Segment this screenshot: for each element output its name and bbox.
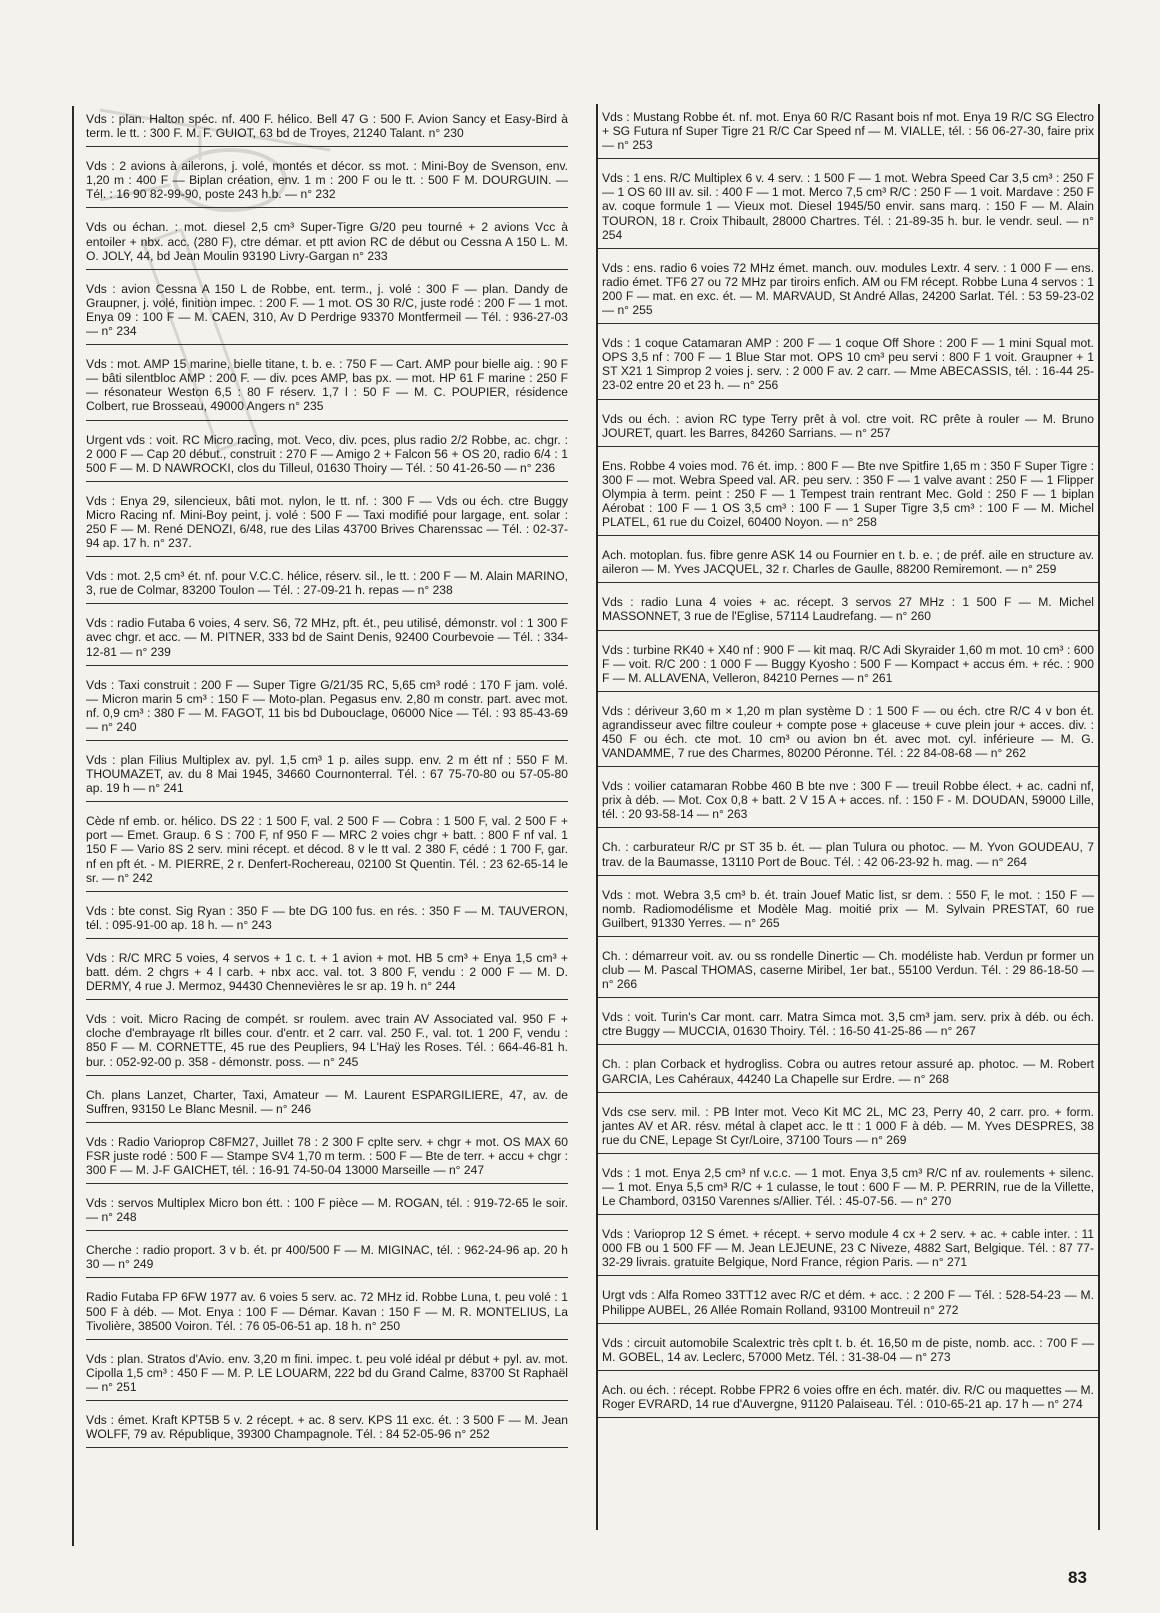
- classified-ad-text: Vds : mot. Webra 3,5 cm³ b. ét. train Jouef Matic list, sr dem. : 550 F, le mot. : 150 F — nomb. Radiomodélisme et Modèle Mag. moitié prix — M. Sylvain PRESTAT, 60 rue Guilbert, 91330 Yerres. — n° 265: [602, 887, 1094, 930]
- classified-ad: [598, 1051, 1098, 1092]
- classified-ad-text: Vds cse serv. mil. : PB Inter mot. Veco Kit MC 2L, MC 23, Perry 40, 2 carr. pro. + form. jantes AV et AR. résv. métal à clapet acc. le tt : 1 000 F à déb. — M. Yves DESPRES, 38 rue du CNE, Lepage St Cyr/Loire, 37100 Tours — n° 269: [602, 1104, 1094, 1147]
- classified-ad: [86, 808, 568, 891]
- classified-ad: [598, 773, 1098, 828]
- classified-ad-text: Vds : avion Cessna A 150 L de Robbe, ent. term., j. volé : 300 F — plan. Dandy de Graupner, j. volé, finition impec. : 200 F. — 1 mot. OS 30 R/C, juste rodé : 200 F — 1 mot. Enya 09 : 100 F — M. CAEN, 310, Av D Perdrige 93370 Montfermeil — Tél. : 936-27-03 — n° 234: [86, 281, 568, 339]
- classified-ad-text: Ach. motoplan. fus. fibre genre ASK 14 ou Fournier en t. b. e. ; de préf. aile en structure av. aileron — M. Yves JACQUEL, 32 r. Charles de Gaulle, 88200 Remiremont. — n° 259: [602, 548, 1094, 577]
- classified-ad-text: Vds : R/C MRC 5 voies, 4 servos + 1 c. t. + 1 avion + mot. HB 5 cm³ + Enya 1,5 cm³ + batt. dém. 2 chgrs + 4 l carb. + nbx acc. val. tot. 3 800 F, vendu : 2 000 F — M. D. DERMY, 4 rue J. Mermoz, 94430 Chennevières le sr ap. 19 h. n° 244: [86, 950, 568, 994]
- classified-ad: [86, 427, 568, 482]
- classified-ad-text: Vds : Varioprop 12 S émet. + récept. + servo module 4 cx + 2 serv. + ac. + cable inter. : 11 000 FB ou 1 500 FF — M. Jean LEJEUNE, 23 C Niveze, 4882 Sart, Belgique. Tél. : 87 77-32-29 livrais. gratuite Belgique, Nord France, région Paris. — n° 271: [602, 1227, 1094, 1270]
- classified-ad: [86, 106, 568, 147]
- classified-ad-text: Vds : turbine RK40 + X40 nf : 900 F — kit maq. R/C Adi Skyraider 1,60 m mot. 10 cm³ : 600 F — voit. R/C 200 : 1 000 F — Buggy Kyosho : 500 F — Kompact + accus ém. + réc. : 900 F — M. ALLAVENA, Velleron, 84210 Pernes — n° 261: [602, 642, 1094, 685]
- classified-ad-text: Ch. : démarreur voit. av. ou ss rondelle Dinertic — Ch. modéliste hab. Verdun pr former un club — M. Pascal THOMAS, caserne Miribel, 1er bat., 55100 Verdun. Tél. : 29 86-18-50 — n° 266: [602, 948, 1094, 992]
- classified-ad-text: Vds : ens. radio 6 voies 72 MHz émet. manch. ouv. modules Lextr. 4 serv. : 1 000 F — ens. radio émet. TF6 27 ou 72 MHz par tiroirs enfich. AM ou FM récept. Robbe Luna 4 servos : 1 200 F — mat. en exc. ét. — M. MARVAUD, St André Allas, 24200 Sarlat. Tél. : 53 59-23-02 — n° 255: [602, 260, 1094, 318]
- classified-ad-text: Vds : Taxi construit : 200 F — Super Tigre G/21/35 RC, 5,65 cm³ rodé : 170 F jam. volé. — Micron marin 5 cm³ : 150 F — Moto-plan. Pegasus env. 2,80 m constr. part. avec mot. nf. 0,9 cm³ : 380 F — M. FAGOT, 11 bis bd Dubouclage, 06000 Nice — Tél. : 93 85-43-69 — n° 240: [86, 677, 568, 734]
- classified-ad-text: Ens. Robbe 4 voies mod. 76 ét. imp. : 800 F — Bte nve Spitfire 1,65 m : 350 F Super Tigre : 300 F — mot. Webra Speed val. AR. peu serv. : 350 F — 1 valve avant : 250 F — 1 Flipper Olympia à term. peint : 250 F — 1 Tempest train rentrant Mec. Gold : 250 F — 1 biplan Aérobat : 100 F — 1 OS 3,5 cm³ : 100 F — 1 Super Tigre 3,5 cm³ : 100 F — M. Michel PLATEL, 61 rue du Coizel, 60400 Noyon. — n° 258: [602, 458, 1094, 530]
- classified-ad-text: Vds : plan. Halton spéc. nf. 400 F. hélico. Bell 47 G : 500 F. Avion Sancy et Easy-Bird à term. le tt. : 300 F. M. F. GUIOT, 63 bd de Troyes, 21240 Talant. n° 230: [86, 112, 568, 141]
- right-column-ads: [598, 104, 1098, 1418]
- classified-ad: [86, 1284, 568, 1339]
- classified-ad-text: Vds : voilier catamaran Robbe 460 B bte nve : 300 F — treuil Robbe élect. + ac. cadni nf, prix à déb. — Mot. Cox 0,8 + batt. 2 V 15 A + acces. nf. : 150 F - M. DOUDAN, 59000 Lille, tél. : 20 93-58-14 — n° 263: [602, 779, 1094, 822]
- classified-ad-text: Vds : Mustang Robbe ét. nf. mot. Enya 60 R/C Rasant bois nf mot. Enya 19 R/C SG Electro + SG Futura nf Super Tigre 21 R/C Car Speed nf — M. VIALLE, tél. : 56 06-27-30, faire prix — n° 253: [602, 110, 1094, 153]
- classified-ad-text: Vds : radio Futaba 6 voies, 4 serv. S6, 72 MHz, pft. ét., peu utilisé, démonstr. vol : 1 300 F avec chgr. et acc. — M. PITNER, 333 bd de Saint Denis, 92400 Courbevoie — Tél. : 334-12-81 — n° 239: [86, 616, 568, 659]
- right-column: [596, 104, 1100, 1530]
- classified-ad: [598, 165, 1098, 248]
- classified-ad-text: Vds : 1 coque Catamaran AMP : 200 F — 1 coque Off Shore : 200 F — 1 mini Squal mot. OPS 3,5 nf : 700 F — 1 Blue Star mot. OPS 10 cm³ peu servi : 800 F 1 voit. Graupner + 1 ST X21 1 Simprop 2 voies j. serv. : 2 000 F av. 2 carr. — Mme ABECASSIS, tél. : 16-44 25-23-02 entre 20 et 23 h. — n° 256: [602, 336, 1094, 393]
- classified-ad: [86, 945, 568, 1000]
- classified-ad-text: Ch. : plan Corback et hydrogliss. Cobra ou autres retour assuré ap. photoc. — M. Robert GARCIA, Les Cahéraux, 44240 La Chapelle sur Erdre. — n° 268: [602, 1057, 1094, 1086]
- classified-ad-text: Vds : radio Luna 4 voies + ac. récept. 3 servos 27 MHz : 1 500 F — M. Michel MASSONNET, 3 rue de l'Eglise, 57114 Laudrefang. — n° 260: [602, 595, 1094, 624]
- classified-ad-text: Vds : plan Filius Multiplex av. pyl. 1,5 cm³ 1 p. ailes supp. env. 2 m étt nf : 550 F M. THOUMAZET, av. du 8 Mai 1945, 34660 Cournonterral. Tél. : 67 75-70-80 ou 57-05-80 ap. 19 h — n° 241: [86, 753, 568, 796]
- classified-ad: [598, 1004, 1098, 1045]
- classified-ad: [598, 1330, 1098, 1371]
- classified-ad: [598, 637, 1098, 692]
- classified-ad: [86, 1237, 568, 1278]
- classified-ad: [598, 330, 1098, 399]
- classified-ad: [598, 406, 1098, 447]
- classified-ad-text: Vds : circuit automobile Scalextric très cplt t. b. ét. 16,50 m de piste, nomb. acc. : 700 F — M. GOBEL, 14 av. Leclerc, 57000 Metz. Tél. : 31-38-04 — n° 273: [602, 1335, 1094, 1364]
- classified-ad: [598, 255, 1098, 324]
- classified-ad: [598, 589, 1098, 630]
- classified-ad: [598, 453, 1098, 536]
- classified-ad: [86, 1082, 568, 1123]
- classified-ad: [86, 672, 568, 741]
- classified-ad: [86, 1006, 568, 1075]
- classified-ad-text: Ch. plans Lanzet, Charter, Taxi, Amateur — M. Laurent ESPARGILIERE, 47, av. de Suffren, 93150 Le Blanc Mesnil. — n° 246: [86, 1087, 568, 1116]
- classified-ad: [86, 351, 568, 420]
- page-number: 83: [1068, 1568, 1087, 1587]
- classified-ad-text: Ch. : carburateur R/C pr ST 35 b. ét. — plan Tulura ou photoc. — M. Yvon GOUDEAU, 7 trav. de la Baumasse, 13110 Port de Bouc. Tél. : 42 06-23-92 h. mag. — n° 264: [602, 840, 1094, 869]
- classified-ad: [86, 1346, 568, 1401]
- classified-ad-text: Vds : voit. Turin's Car mont. carr. Matra Simca mot. 3,5 cm³ jam. serv. prix à déb. ou éch. ctre Buggy — MUCCIA, 01630 Thoiry. Tél. : 16-50 41-25-86 — n° 267: [602, 1010, 1094, 1039]
- classified-ad: [598, 1099, 1098, 1154]
- classified-ad-text: Vds : voit. Micro Racing de compét. sr roulem. avec train AV Associated val. 950 F + cloche d'embrayage rlt billes cour. d'entr. et 2 carr. val. 250 F., val. tot. 1 200 F, vendu : 850 F — M. CORNETTE, 45 rue des Peupliers, 94 L'Haÿ les Roses. Tél. : 664-46-81 h. bur. : 052-92-00 p. 358 - démonstr. poss. — n° 245: [86, 1012, 568, 1069]
- classified-ad: [86, 610, 568, 665]
- classified-ad: [86, 747, 568, 802]
- classified-ad: [86, 1407, 568, 1448]
- classified-ad-text: Vds : plan. Stratos d'Avio. env. 3,20 m fini. impec. t. peu volé idéal pr début + pyl. av. mot. Cipolla 1,5 cm³ : 450 F — M. P. LE LOUARM, 222 bd du Grand Calme, 83700 St Raphaël — n° 251: [86, 1351, 568, 1394]
- left-column: [72, 106, 570, 1546]
- classified-ad-text: Vds : 1 ens. R/C Multiplex 6 v. 4 serv. : 1 500 F — 1 mot. Webra Speed Car 3,5 cm³ : 250 F — 1 OS 60 III av. sil. : 400 F — 1 mot. Merco 7,5 cm³ R/C : 250 F — 1 voit. Mardave : 250 F av. coque formule 1 — Vieux mot. Diesel 1945/50 envir. sans marq. : 150 F — M. Alain TOURON, 18 r. Croix Thibault, 28000 Chartres. Tél. : 21-89-35 h. bur. le vendr. seul. — n° 254: [602, 171, 1094, 242]
- classified-ad: [598, 1160, 1098, 1215]
- classified-ad-text: Cherche : radio proport. 3 v b. ét. pr 400/500 F — M. MIGINAC, tél. : 962-24-96 ap. 20 h 30 — n° 249: [86, 1243, 568, 1272]
- classified-ad: [598, 834, 1098, 875]
- classified-ad: [598, 542, 1098, 583]
- classified-ad: [598, 1282, 1098, 1323]
- classified-ad-text: Urgt vds : Alfa Romeo 33TT12 avec R/C et dém. + acc. : 2 200 F — Tél. : 528-54-23 — M. Philippe AUBEL, 26 Allée Romain Rolland, 93100 Montreuil n° 272: [602, 1288, 1094, 1317]
- classified-ad: [598, 104, 1098, 159]
- classified-ad-text: Vds : émet. Kraft KPT5B 5 v. 2 récept. + ac. 8 serv. KPS 11 exc. ét. : 3 500 F — M. Jean WOLFF, 79 av. République, 39300 Champagnole. Tél. : 84 52-05-96 n° 252: [86, 1413, 568, 1442]
- classified-ad-text: Vds : mot. 2,5 cm³ ét. nf. pour V.C.C. hélice, réserv. sil., le tt. : 200 F — M. Alain MARINO, 3, rue de Colmar, 83200 Toulon — Tél. : 27-09-21 h. repas — n° 238: [86, 569, 568, 598]
- classified-ad-text: Vds : dériveur 3,60 m × 1,20 m plan système D : 1 500 F — ou éch. ctre R/C 4 v bon ét. agrandisseur avec filtre couleur + compte pose + glaceuse + cuve plein jour + acces. div. : 450 F ou éch. cte mot. 10 cm³ ou avion bn ét. avec mot. cyl. inférieure — M. G. VANDAMME, 7 rue des Charmes, 80200 Péronne. Tél. : 22 84-08-68 — n° 262: [602, 703, 1094, 761]
- classified-ad-text: Ach. ou éch. : récept. Robbe FPR2 6 voies offre en éch. matér. div. R/C ou maquettes — M. Roger EVRARD, 14 rue d'Auvergne, 91120 Palaiseau. Tél. : 010-65-21 ap. 17 h — n° 274: [602, 1382, 1094, 1411]
- classified-ad-text: Vds ou échan. : mot. diesel 2,5 cm³ Super-Tigre G/20 peu tourné + 2 avions Vcc à entoiler + nbx. acc. (280 F), ctre démar. et ptt avion RC de début ou Cessna A 150 L. M. O. JOLY, 44, bd Jean Moulin 93190 Livry-Gargan n° 233: [86, 220, 568, 263]
- classified-ad: [598, 1221, 1098, 1276]
- classified-ad-text: Cède nf emb. or. hélico. DS 22 : 1 500 F, val. 2 500 F — Cobra : 1 500 F, val. 2 500 F + port — Emet. Graup. 6 S : 700 F, nf 950 F — MRC 2 voies chgr + batt. : 800 F nf val. 1 150 F — Vario 8S 2 serv. mini récept. et décod. 8 v le tt val. 2 380 F, cédé : 1 700 F, gar. nf en pft ét. - M. PIERRE, 2 r. Denfert-Rochereau, 02100 St Quentin. Tél. : 23 62-65-14 le sr. — n° 242: [86, 814, 568, 885]
- classified-ad-text: Vds : bte const. Sig Ryan : 350 F — bte DG 100 fus. en rés. : 350 F — M. TAUVERON, tél. : 095-91-00 ap. 18 h. — n° 243: [86, 903, 568, 932]
- classified-ad: [86, 898, 568, 939]
- classified-ad-text: Vds : mot. AMP 15 marine, bielle titane, t. b. e. : 750 F — Cart. AMP pour bielle aig. : 90 F — bâti silentbloc AMP : 200 F. — div. pces AMP, bas px. — mot. HP 61 F marine : 250 F — résonateur Weston 6,5 : 80 F réserv. 1,7 l : 50 F — M. C. POUPIER, résidence Colbert, rue Brosseau, 49000 Angers n° 235: [86, 357, 568, 414]
- classified-ad: [86, 563, 568, 604]
- classified-ad-text: Vds : 2 avions à ailerons, j. volé, montés et décor. ss mot. : Mini-Boy de Svenson, env. 1,20 m : 400 F — Biplan création, env. 1 m : 200 F ou le tt. : 500 F M. DOURGUIN. — Tél. : 16 90 82-99-90, poste 243 h.b. — n° 232: [86, 159, 568, 202]
- classified-ad-text: Vds : 1 mot. Enya 2,5 cm³ nf v.c.c. — 1 mot. Enya 3,5 cm³ R/C nf av. roulements + silenc. — 1 mot. Enya 5,5 cm³ R/C + 1 culasse, le tout : 600 F — M. P. PERRIN, rue de la Villette, Le Chambord, 03150 Varennes s/Allier. Tél. : 45-07-56. — n° 270: [602, 1165, 1094, 1209]
- classified-ad: [86, 1129, 568, 1184]
- classified-ad: [598, 882, 1098, 937]
- classified-ad-text: Vds : servos Multiplex Micro bon étt. : 100 F pièce — M. ROGAN, tél. : 919-72-65 le soir. — n° 248: [86, 1196, 568, 1225]
- classified-ad: [598, 943, 1098, 998]
- classified-ad-text: Vds : Enya 29, silencieux, bâti mot. nylon, le tt. nf. : 300 F — Vds ou éch. ctre Buggy Micro Racing nf. Mini-Boy peint, j. volé : 500 F — Taxi modifié pour largage, ent. solar : 250 F — M. René DENOZI, 6/48, rue des Lilas 43700 Brives Charenssac — Tél. : 02-37-94 ap. 17 h. n° 237.: [86, 493, 568, 551]
- classified-ad: [86, 1190, 568, 1231]
- classified-ad: [86, 276, 568, 345]
- classified-ad-text: Urgent vds : voit. RC Micro racing, mot. Veco, div. pces, plus radio 2/2 Robbe, ac. chgr. : 2 000 F — Cap 20 début., construit : 270 F — Amigo 2 + Falcon 56 + OS 20, radio 6/4 : 1 500 F — M. D NAWROCKI, clos du Tilleul, 01630 Thoiry — Tél. : 50 41-26-50 — n° 236: [86, 432, 568, 475]
- classified-ad: [598, 1377, 1098, 1418]
- classified-ad: [86, 153, 568, 208]
- classified-ad: [598, 698, 1098, 767]
- classified-ad-text: Vds : Radio Varioprop C8FM27, Juillet 78 : 2 300 F cplte serv. + chgr + mot. OS MAX 60 FSR juste rodé : 500 F — Stampe SV4 1,70 m term. : 500 F — Bte de terr. + accu + chgr : 300 F — M. J-F GAICHET, tél. : 16-91 74-50-04 13000 Marseille — n° 247: [86, 1134, 568, 1177]
- classified-ad-text: Vds ou éch. : avion RC type Terry prêt à vol. ctre voit. RC prête à rouler — M. Bruno JOURET, quart. les Barres, 84260 Sarrians. — n° 257: [602, 411, 1094, 440]
- classified-ad-text: Radio Futaba FP 6FW 1977 av. 6 voies 5 serv. ac. 72 MHz id. Robbe Luna, t. peu volé : 1 500 F à déb. — Mot. Enya : 100 F — Démar. Kavan : 150 F — M. R. MONTELIUS, La Tivolière, 38500 Voiron. Tél. : 76 05-06-51 ap. 18 h. n° 250: [86, 1290, 568, 1333]
- classified-ad: [86, 488, 568, 557]
- classified-ad: [86, 214, 568, 269]
- left-column-ads: [74, 106, 570, 1448]
